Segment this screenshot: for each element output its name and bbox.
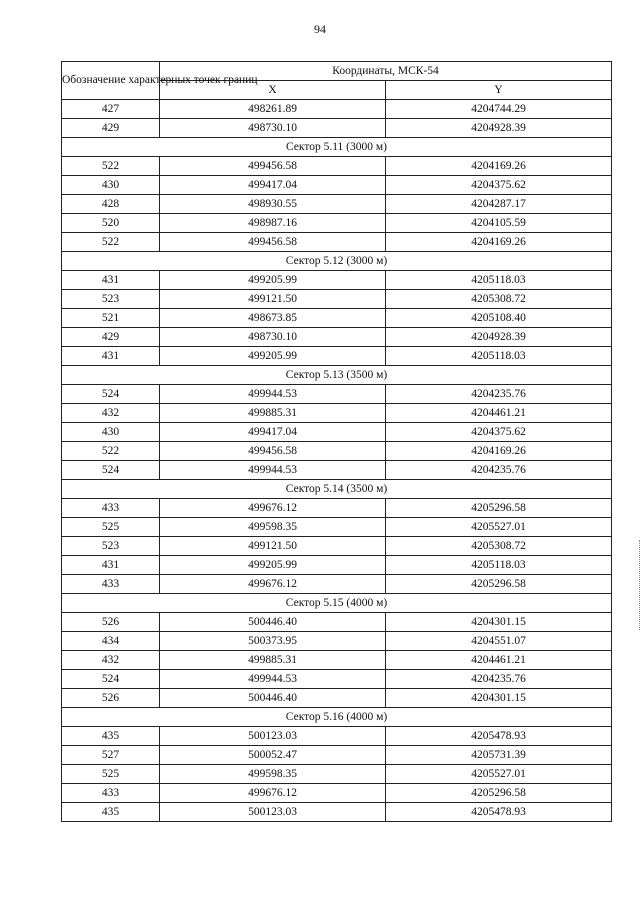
cell-x: 499676.12 [160, 784, 386, 803]
cell-point: 526 [62, 689, 160, 708]
table-row [62, 613, 612, 632]
cell-y: 4204461.21 [386, 404, 612, 423]
cell-x: 499205.99 [160, 556, 386, 575]
table-row [62, 537, 612, 556]
cell-x: 500446.40 [160, 613, 386, 632]
cell-y: 4205118.03 [386, 271, 612, 290]
table-row [62, 670, 612, 689]
page-edge-marks [635, 540, 640, 630]
sector-row [62, 708, 612, 727]
cell-point: 524 [62, 461, 160, 480]
table-row [62, 423, 612, 442]
page-number: 94 [314, 22, 326, 36]
cell-y: 4205308.72 [386, 537, 612, 556]
cell-y: 4204169.26 [386, 233, 612, 252]
cell-y: 4205478.93 [386, 727, 612, 746]
sector-row [62, 252, 612, 271]
cell-y: 4205308.72 [386, 290, 612, 309]
cell-y: 4205527.01 [386, 518, 612, 537]
cell-x: 498987.16 [160, 214, 386, 233]
cell-x: 499121.50 [160, 290, 386, 309]
cell-point: 430 [62, 423, 160, 442]
cell-x: 500052.47 [160, 746, 386, 765]
table-row [62, 651, 612, 670]
cell-point: 429 [62, 328, 160, 347]
table-row [62, 784, 612, 803]
cell-point: 521 [62, 309, 160, 328]
table-row [62, 157, 612, 176]
cell-x: 499598.35 [160, 518, 386, 537]
cell-x: 499598.35 [160, 765, 386, 784]
cell-x: 499456.58 [160, 157, 386, 176]
table-row [62, 119, 612, 138]
sector-row [62, 366, 612, 385]
cell-x: 498673.85 [160, 309, 386, 328]
cell-x: 498930.55 [160, 195, 386, 214]
cell-point: 433 [62, 784, 160, 803]
cell-x: 499885.31 [160, 404, 386, 423]
cell-x: 499121.50 [160, 537, 386, 556]
cell-x: 500123.03 [160, 727, 386, 746]
table-row [62, 347, 612, 366]
table-row [62, 575, 612, 594]
table-header-row [62, 62, 612, 81]
coordinates-table [61, 61, 612, 822]
cell-point: 427 [62, 100, 160, 119]
cell-x: 500373.95 [160, 632, 386, 651]
cell-x: 499676.12 [160, 499, 386, 518]
cell-point: 520 [62, 214, 160, 233]
cell-x: 499417.04 [160, 423, 386, 442]
sector-title: Сектор 5.16 (4000 м) [62, 708, 612, 727]
cell-y: 4205296.58 [386, 575, 612, 594]
cell-point: 432 [62, 404, 160, 423]
cell-y: 4205118.03 [386, 347, 612, 366]
table-row [62, 309, 612, 328]
cell-y: 4204235.76 [386, 461, 612, 480]
table-row [62, 689, 612, 708]
cell-x: 499456.58 [160, 233, 386, 252]
cell-y: 4204287.17 [386, 195, 612, 214]
table-row [62, 518, 612, 537]
cell-x: 499205.99 [160, 347, 386, 366]
cell-x: 499417.04 [160, 176, 386, 195]
sector-title: Сектор 5.13 (3500 м) [62, 366, 612, 385]
header-y: Y [386, 81, 612, 100]
cell-point: 431 [62, 271, 160, 290]
cell-y: 4204235.76 [386, 670, 612, 689]
table-row [62, 233, 612, 252]
cell-y: 4205296.58 [386, 499, 612, 518]
table-row [62, 271, 612, 290]
cell-point: 428 [62, 195, 160, 214]
table-row [62, 195, 612, 214]
cell-point: 524 [62, 385, 160, 404]
cell-point: 431 [62, 347, 160, 366]
sector-row [62, 594, 612, 613]
cell-point: 433 [62, 499, 160, 518]
cell-y: 4204375.62 [386, 423, 612, 442]
cell-x: 499944.53 [160, 670, 386, 689]
table-body [62, 100, 612, 822]
table-row [62, 765, 612, 784]
cell-y: 4204375.62 [386, 176, 612, 195]
cell-y: 4204169.26 [386, 442, 612, 461]
sector-title: Сектор 5.12 (3000 м) [62, 252, 612, 271]
cell-y: 4205118.03 [386, 556, 612, 575]
table-row [62, 328, 612, 347]
cell-y: 4204744.29 [386, 100, 612, 119]
cell-x: 498261.89 [160, 100, 386, 119]
cell-y: 4205478.93 [386, 803, 612, 822]
header-coordinates: Координаты, МСК-54 [160, 62, 612, 81]
cell-point: 430 [62, 176, 160, 195]
cell-point: 522 [62, 442, 160, 461]
cell-point: 522 [62, 157, 160, 176]
cell-y: 4204235.76 [386, 385, 612, 404]
cell-point: 524 [62, 670, 160, 689]
sector-title: Сектор 5.14 (3500 м) [62, 480, 612, 499]
cell-x: 500123.03 [160, 803, 386, 822]
table-row [62, 100, 612, 119]
table-row [62, 176, 612, 195]
cell-y: 4204105.59 [386, 214, 612, 233]
cell-x: 499944.53 [160, 385, 386, 404]
cell-point: 525 [62, 765, 160, 784]
table-row [62, 746, 612, 765]
cell-point: 523 [62, 290, 160, 309]
cell-y: 4205731.39 [386, 746, 612, 765]
cell-x: 500446.40 [160, 689, 386, 708]
sector-title: Сектор 5.15 (4000 м) [62, 594, 612, 613]
cell-point: 527 [62, 746, 160, 765]
cell-point: 526 [62, 613, 160, 632]
table-row [62, 727, 612, 746]
table-row [62, 499, 612, 518]
cell-y: 4204301.15 [386, 689, 612, 708]
cell-point: 431 [62, 556, 160, 575]
cell-point: 525 [62, 518, 160, 537]
cell-y: 4204461.21 [386, 651, 612, 670]
cell-point: 522 [62, 233, 160, 252]
cell-point: 429 [62, 119, 160, 138]
cell-x: 498730.10 [160, 328, 386, 347]
cell-point: 435 [62, 803, 160, 822]
sector-row [62, 138, 612, 157]
cell-point: 434 [62, 632, 160, 651]
table-row [62, 290, 612, 309]
header-point-designation: Обозначение характерных точек границ [62, 62, 160, 100]
sector-row [62, 480, 612, 499]
cell-point: 433 [62, 575, 160, 594]
cell-x: 499885.31 [160, 651, 386, 670]
table-row [62, 803, 612, 822]
cell-y: 4204169.26 [386, 157, 612, 176]
cell-x: 499456.58 [160, 442, 386, 461]
sector-title: Сектор 5.11 (3000 м) [62, 138, 612, 157]
cell-x: 498730.10 [160, 119, 386, 138]
table-row [62, 442, 612, 461]
cell-y: 4205527.01 [386, 765, 612, 784]
table-row [62, 556, 612, 575]
table-row [62, 632, 612, 651]
cell-y: 4204301.15 [386, 613, 612, 632]
cell-y: 4204551.07 [386, 632, 612, 651]
table-row [62, 385, 612, 404]
table-row [62, 404, 612, 423]
cell-point: 435 [62, 727, 160, 746]
cell-y: 4204928.39 [386, 119, 612, 138]
table-row [62, 461, 612, 480]
header-x: X [160, 81, 386, 100]
table-row [62, 214, 612, 233]
cell-point: 432 [62, 651, 160, 670]
cell-y: 4205108.40 [386, 309, 612, 328]
cell-x: 499676.12 [160, 575, 386, 594]
cell-x: 499944.53 [160, 461, 386, 480]
cell-y: 4204928.39 [386, 328, 612, 347]
cell-y: 4205296.58 [386, 784, 612, 803]
cell-x: 499205.99 [160, 271, 386, 290]
cell-point: 523 [62, 537, 160, 556]
